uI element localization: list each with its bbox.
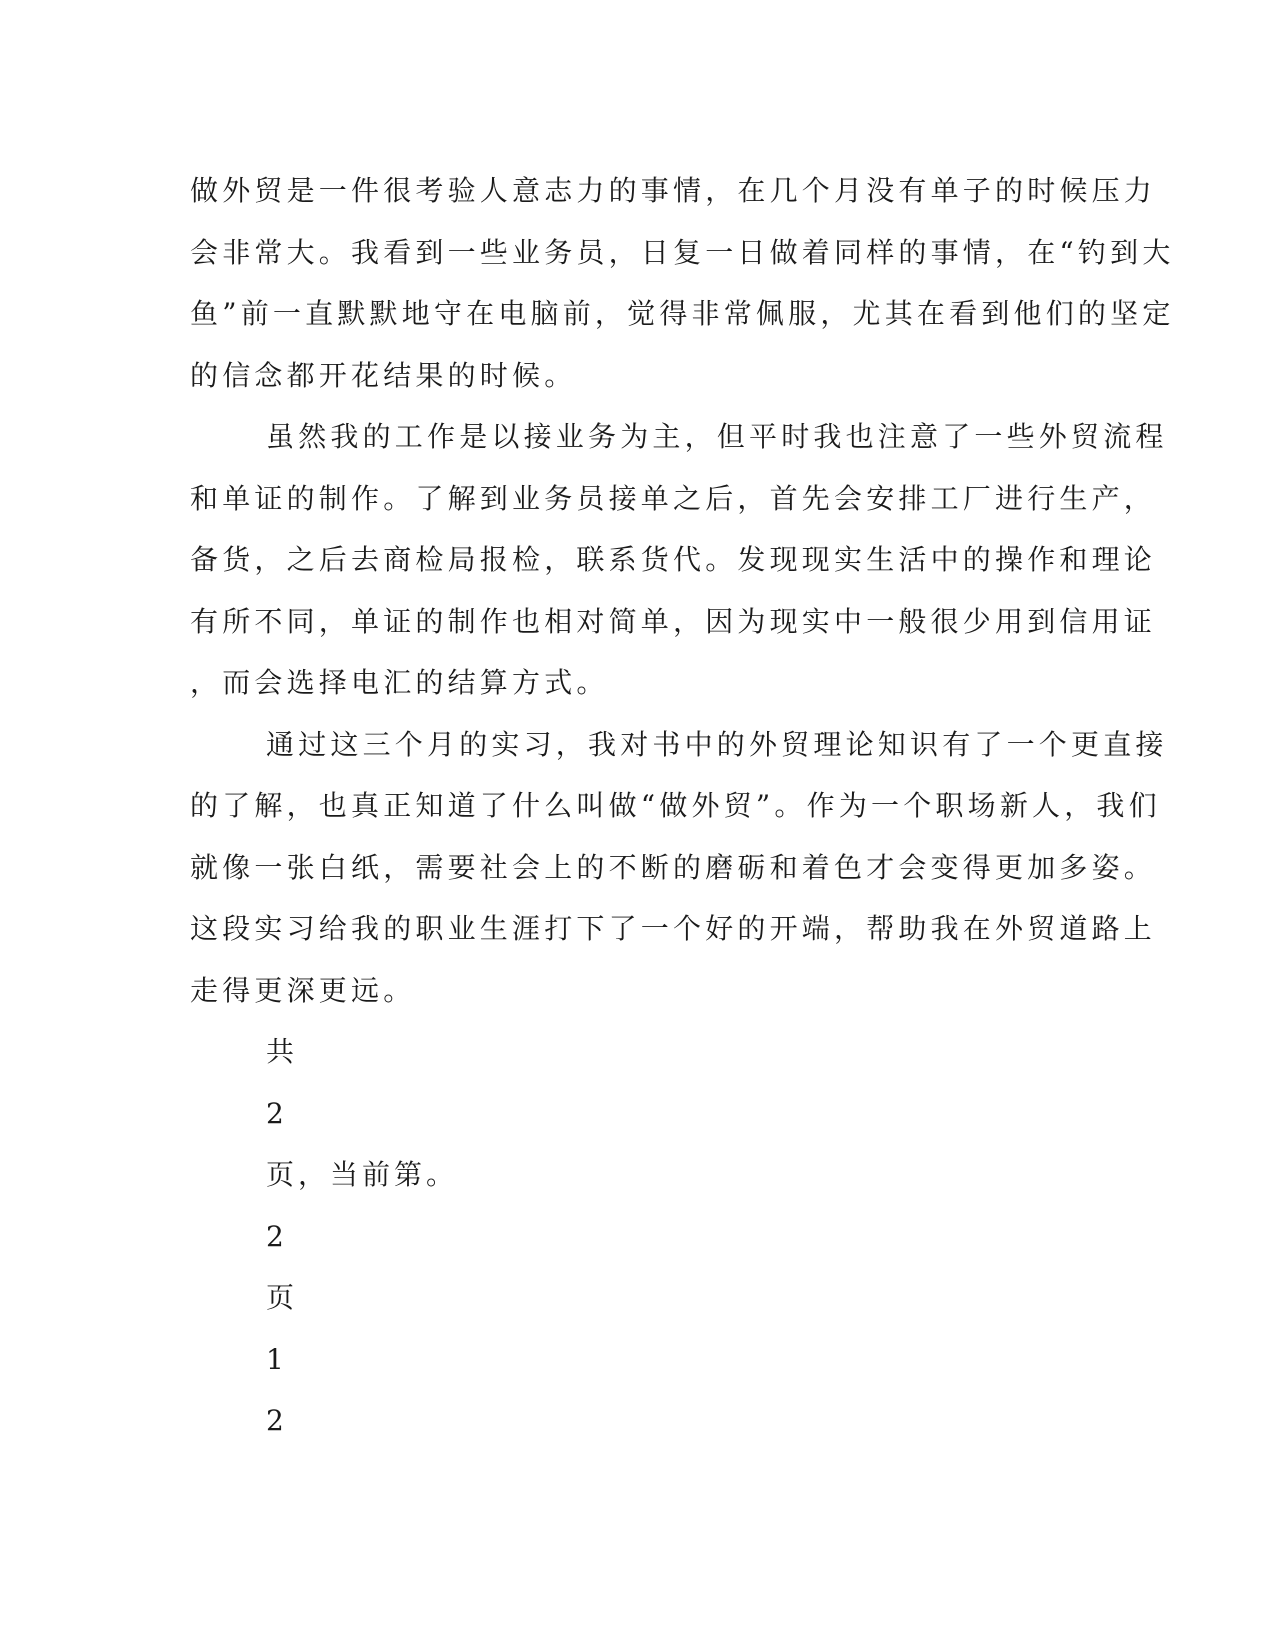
page-footer [190, 1021, 1080, 1452]
text-line: 走得更深更远。 [190, 973, 416, 1007]
footer-line: 2 [266, 1219, 288, 1253]
paragraph-1 [190, 160, 1175, 406]
text-line: 有所不同，单证的制作也相对简单，因为现实中一般很少用到信用证 [190, 604, 1157, 638]
text-line: 虽然我的工作是以接业务为主，但平时我也注意了一些外贸流程 [266, 420, 1168, 453]
text-line: 的了解，也真正知道了什么叫做“做外贸”。作为一个职场新人，我们 [190, 789, 1161, 822]
footer-line: 1 [266, 1342, 288, 1376]
paragraph-3 [190, 714, 1168, 1022]
text-line: 鱼”前一直默默地守在电脑前，觉得非常佩服，尤其在看到他们的坚定 [190, 297, 1175, 330]
text-line: 和单证的制作。了解到业务员接单之后，首先会安排工厂进行生产， [190, 481, 1157, 515]
text-line: 的信念都开花结果的时候。 [190, 358, 577, 392]
footer-line: 页，当前第。 [266, 1158, 459, 1191]
document-body [190, 160, 1175, 1452]
text-line: 会非常大。我看到一些业务员，日复一日做着同样的事情，在“钓到大 [190, 235, 1175, 269]
paragraph-2 [190, 406, 1168, 714]
footer-line: 2 [266, 1096, 288, 1130]
footer-line: 页 [266, 1281, 299, 1314]
text-line: 就像一张白纸，需要社会上的不断的磨砺和着色才会变得更加多姿。 [190, 850, 1157, 884]
text-line: 这段实习给我的职业生涯打下了一个好的开端，帮助我在外贸道路上 [190, 912, 1157, 945]
footer-line: 共 [266, 1035, 299, 1068]
text-line: 备货，之后去商检局报检，联系货代。发现现实生活中的操作和理论 [190, 543, 1157, 576]
footer-line: 2 [266, 1404, 288, 1437]
text-line: ，而会选择电汇的结算方式。 [190, 666, 609, 699]
text-line: 做外贸是一件很考验人意志力的事情，在几个月没有单子的时候压力 [190, 174, 1157, 207]
text-line: 通过这三个月的实习，我对书中的外贸理论知识有了一个更直接 [266, 727, 1168, 761]
